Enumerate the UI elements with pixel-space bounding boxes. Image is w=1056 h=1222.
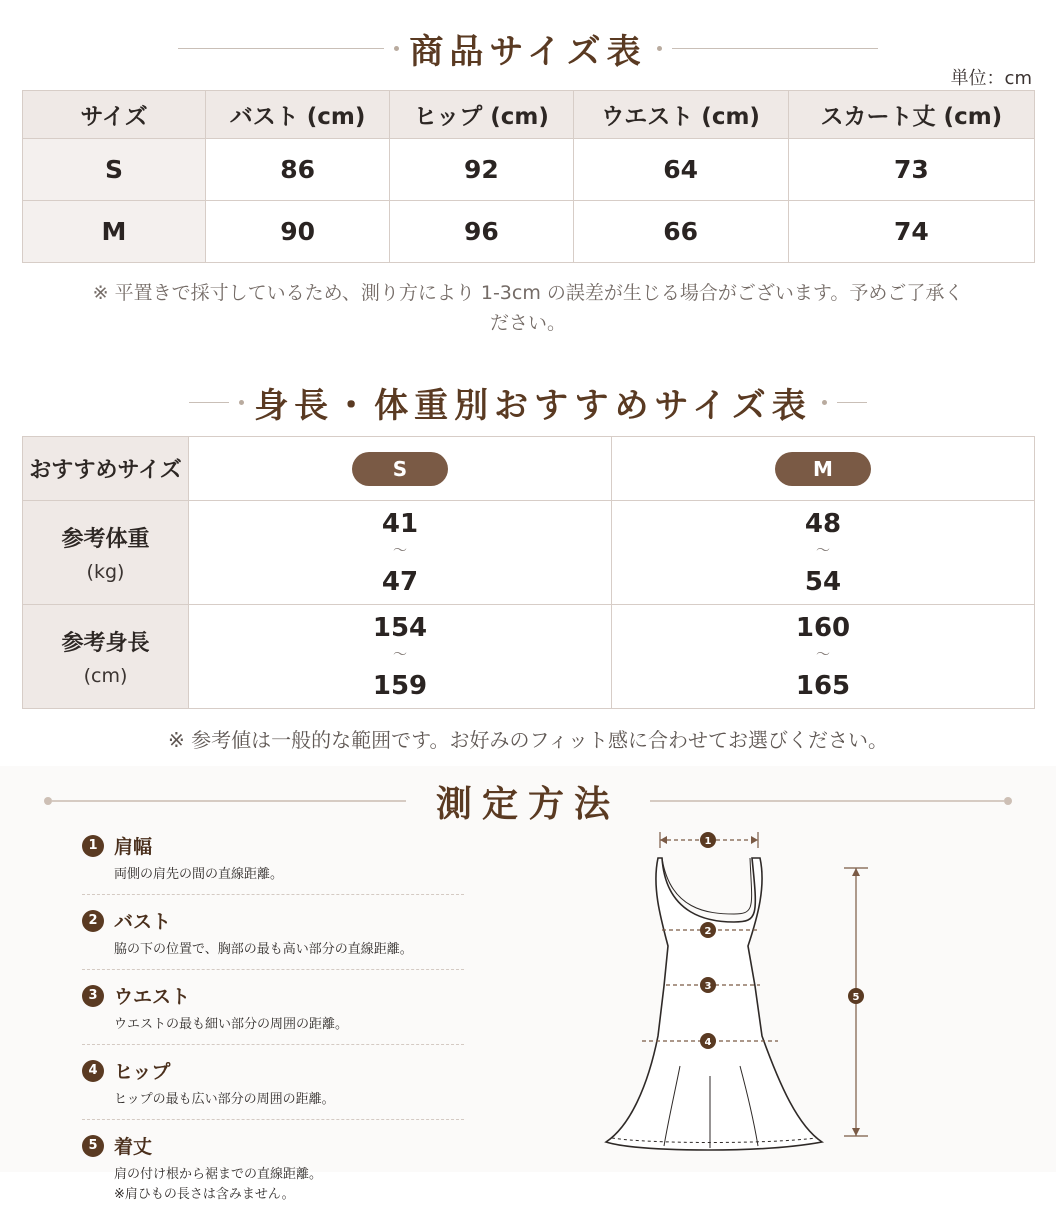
list-item-desc: 両側の肩先の間の直線距離。 xyxy=(114,867,284,882)
table-cell: 96 xyxy=(390,201,573,263)
marker-label: 1 xyxy=(704,836,712,847)
title-dot xyxy=(394,46,399,51)
table-cell: 92 xyxy=(390,139,573,201)
range-max: 159 xyxy=(372,670,428,701)
height-range-m xyxy=(612,613,1034,701)
list-item-desc: ヒップの最も広い部分の周囲の距離。 xyxy=(114,1092,335,1107)
marker-1 xyxy=(700,832,716,848)
title-divider-right xyxy=(672,48,878,49)
list-item-title: ヒップ xyxy=(114,1061,171,1083)
list-item-desc: 脇の下の位置で、胸部の最も高い部分の直線距離。 xyxy=(114,942,413,957)
table-cell: 64 xyxy=(573,139,788,201)
table-cell: 90 xyxy=(206,201,390,263)
list-item-title: 肩幅 xyxy=(114,836,153,858)
weight-label: 参考体重 xyxy=(61,527,150,552)
range-min: 48 xyxy=(804,508,842,539)
title-divider-left xyxy=(189,402,229,403)
marker-3 xyxy=(700,977,716,993)
title-dot xyxy=(239,400,244,405)
range-tilde: ～ xyxy=(393,646,407,663)
table-cell: 86 xyxy=(206,139,390,201)
title-dot xyxy=(657,46,662,51)
title-dot xyxy=(44,797,52,805)
size-pill-s: S xyxy=(352,452,448,486)
table-cell: 66 xyxy=(573,201,788,263)
number-badge: 2 xyxy=(82,910,104,932)
marker-label: 2 xyxy=(704,926,712,937)
measurement-list xyxy=(82,828,464,1222)
size-chart-title: 商品サイズ表 xyxy=(409,31,647,72)
list-item-title: ウエスト xyxy=(114,986,191,1008)
table-cell xyxy=(612,501,1035,605)
table-header-cell: バスト (cm) xyxy=(206,91,390,139)
list-item-title: 着丈 xyxy=(114,1136,153,1158)
table-header-cell: ヒップ (cm) xyxy=(390,91,573,139)
table-cell: 73 xyxy=(788,139,1034,201)
list-item-desc xyxy=(114,1165,464,1205)
table-cell-size: S xyxy=(23,139,206,201)
marker-label: 5 xyxy=(852,992,860,1003)
marker-2 xyxy=(700,922,716,938)
size-pill-m: M xyxy=(775,452,871,486)
title-dot xyxy=(822,400,827,405)
size-chart-table xyxy=(22,90,1035,263)
table-cell xyxy=(189,437,612,501)
list-item xyxy=(82,903,464,970)
measurement-note-line2: ださい。 xyxy=(489,312,566,334)
marker-4 xyxy=(700,1033,716,1049)
table-header-cell: スカート丈 (cm) xyxy=(788,91,1034,139)
range-max: 165 xyxy=(795,670,851,701)
number-badge: 5 xyxy=(82,1135,104,1157)
table-header-row xyxy=(23,91,1035,139)
height-label: 参考身長 xyxy=(61,631,150,656)
measurement-note-line1: ※ 平置きで採寸しているため、測り方により 1-3cm の誤差が生じる場合がございます。予めご了承く xyxy=(92,282,964,304)
weight-label-cell xyxy=(23,501,189,605)
height-range-s xyxy=(189,613,611,701)
dress-outline xyxy=(606,858,822,1150)
title-divider-left xyxy=(52,800,406,802)
recommend-title-row xyxy=(0,376,1056,428)
marker-label: 4 xyxy=(704,1037,712,1048)
dress-diagram xyxy=(590,826,890,1156)
title-divider-left xyxy=(178,48,384,49)
recommend-note: ※ 参考値は一般的な範囲です。お好みのフィット感に合わせてお選びください。 xyxy=(168,728,888,752)
list-item-title: バスト xyxy=(114,911,172,933)
table-cell xyxy=(189,605,612,709)
list-item-desc: ウエストの最も細い部分の周囲の距離。 xyxy=(114,1017,349,1032)
list-item-head xyxy=(82,1132,464,1159)
height-unit: (cm) xyxy=(83,665,128,687)
table-cell-size: M xyxy=(23,201,206,263)
size-chart-title-row xyxy=(0,24,1056,72)
list-item-head xyxy=(82,982,464,1009)
marker-label: 3 xyxy=(704,981,712,992)
title-divider-right xyxy=(837,402,867,403)
list-item-desc-note: ※肩ひもの長さは含みません。 xyxy=(114,1187,295,1202)
table-cell: 74 xyxy=(788,201,1034,263)
measurement-note xyxy=(40,278,1016,338)
recommend-size-label: おすすめサイズ xyxy=(23,437,189,501)
recommend-table xyxy=(22,436,1035,709)
range-min: 160 xyxy=(795,612,851,643)
measure-title-row xyxy=(0,776,1056,826)
number-badge: 1 xyxy=(82,835,104,857)
number-badge: 3 xyxy=(82,985,104,1007)
table-row xyxy=(23,605,1035,709)
range-min: 41 xyxy=(381,508,419,539)
table-header-cell: ウエスト (cm) xyxy=(573,91,788,139)
range-max: 47 xyxy=(381,566,419,597)
range-max: 54 xyxy=(804,566,842,597)
title-divider-right xyxy=(650,800,1004,802)
table-header-cell: サイズ xyxy=(23,91,206,139)
list-item xyxy=(82,828,464,895)
weight-unit: (kg) xyxy=(86,561,125,583)
list-item-head xyxy=(82,907,464,934)
list-item-head xyxy=(82,832,464,859)
marker-5 xyxy=(848,988,864,1004)
list-item xyxy=(82,1128,464,1214)
range-tilde: ～ xyxy=(816,542,830,559)
measure-title: 測定方法 xyxy=(435,782,620,825)
list-item-head xyxy=(82,1057,464,1084)
list-item xyxy=(82,1053,464,1120)
list-item-desc-line: 肩の付け根から裾までの直線距離。 xyxy=(114,1167,323,1182)
weight-range-m xyxy=(612,509,1034,597)
table-row xyxy=(23,437,1035,501)
range-tilde: ～ xyxy=(816,646,830,663)
recommend-title: 身長・体重別おすすめサイズ表 xyxy=(254,385,812,426)
table-row xyxy=(23,139,1035,201)
weight-range-s xyxy=(189,509,611,597)
table-cell xyxy=(612,437,1035,501)
number-badge: 4 xyxy=(82,1060,104,1082)
unit-label: 単位：cm xyxy=(950,68,1032,89)
list-item xyxy=(82,978,464,1045)
height-label-cell xyxy=(23,605,189,709)
table-row xyxy=(23,201,1035,263)
table-row xyxy=(23,501,1035,605)
table-cell xyxy=(612,605,1035,709)
range-tilde: ～ xyxy=(393,542,407,559)
range-min: 154 xyxy=(372,612,428,643)
title-dot xyxy=(1004,797,1012,805)
table-cell xyxy=(189,501,612,605)
